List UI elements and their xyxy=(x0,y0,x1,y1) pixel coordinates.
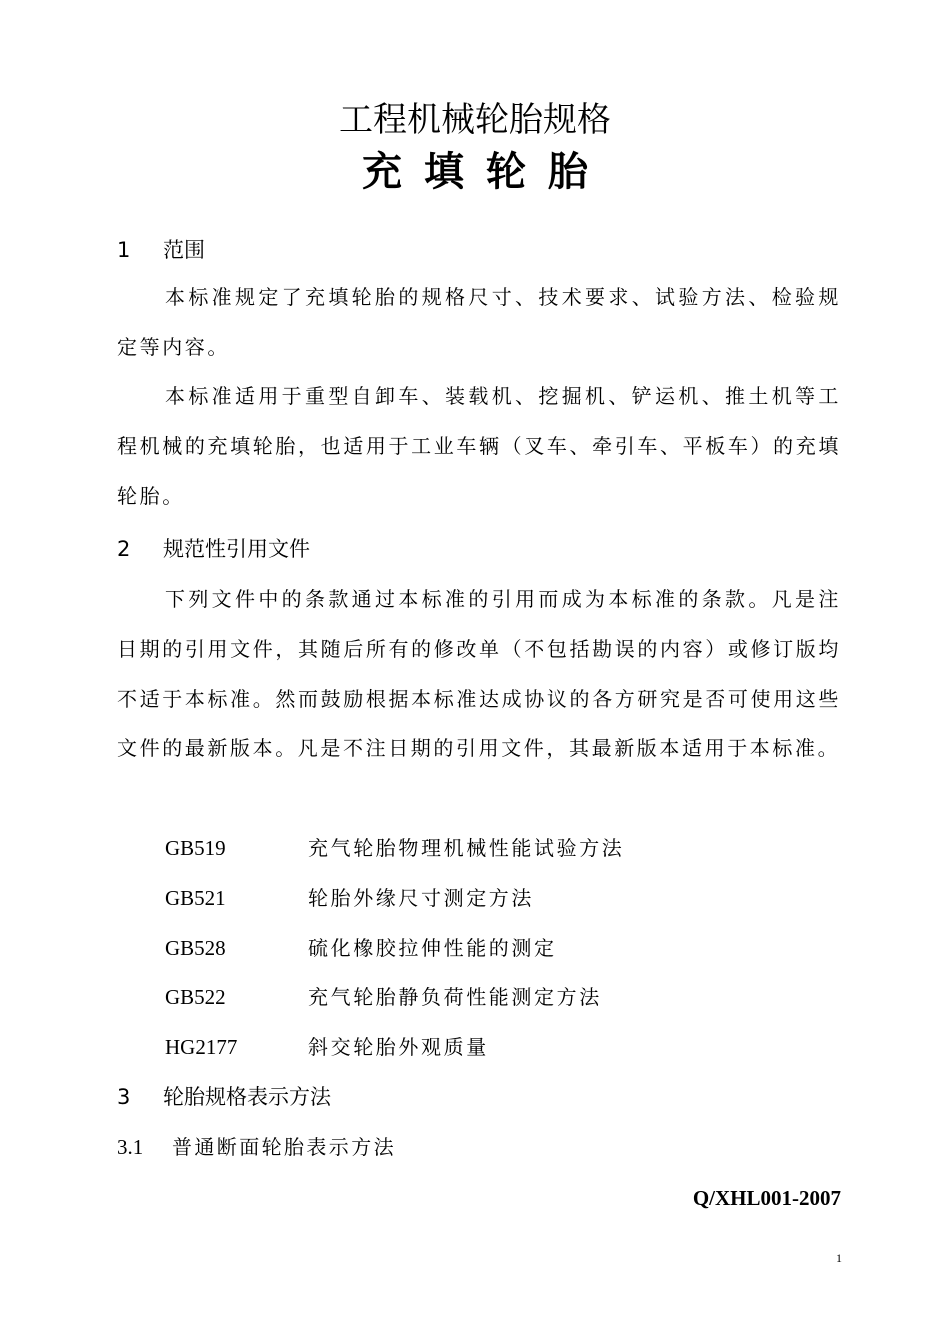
reference-row xyxy=(165,934,557,962)
reference-code: GB522 xyxy=(165,985,226,1009)
subsection-3-1-heading xyxy=(117,1133,396,1161)
page-number: 1 xyxy=(836,1251,842,1265)
reference-code: GB519 xyxy=(165,836,226,860)
section-2-paragraph-1: 下列文件中的条款通过本标准的引用而成为本标准的条款。凡是注日期的引用文件，其随后所有的修改单（不包括勘误的内容）或修订版均不适于本标准。然而鼓励根据本标准达成协议的各方研究是否可使用这些文件的最新版本。凡是不注日期的引用文件，其最新版本适用于本标准。 xyxy=(117,587,841,761)
reference-code: GB528 xyxy=(165,936,226,960)
reference-title: 轮胎外缘尺寸测定方法 xyxy=(308,886,534,910)
section-title: 范围 xyxy=(163,238,205,262)
reference-title: 斜交轮胎外观质量 xyxy=(308,1035,489,1059)
section-number: 3 xyxy=(117,1085,131,1109)
reference-title: 硫化橡胶拉伸性能的测定 xyxy=(308,936,557,960)
document-title: 工程机械轮胎规格 xyxy=(339,100,611,140)
section-title: 规范性引用文件 xyxy=(163,537,310,561)
reference-row xyxy=(165,1033,489,1061)
section-title: 轮胎规格表示方法 xyxy=(163,1085,331,1109)
subsection-title: 普通断面轮胎表示方法 xyxy=(172,1135,396,1159)
reference-title: 充气轮胎静负荷性能测定方法 xyxy=(308,985,602,1009)
reference-row xyxy=(165,884,534,912)
reference-code: GB521 xyxy=(165,886,226,910)
reference-row xyxy=(165,983,602,1011)
section-1-paragraph-2: 本标准适用于重型自卸车、装载机、挖掘机、铲运机、推土机等工程机械的充填轮胎，也适用于工业车辆（叉车、牵引车、平板车）的充填轮胎。 xyxy=(117,384,841,508)
section-2-heading xyxy=(117,535,310,563)
section-3-heading xyxy=(117,1083,331,1111)
section-number: 1 xyxy=(117,238,131,262)
reference-code: HG2177 xyxy=(165,1035,238,1059)
section-number: 2 xyxy=(117,537,131,561)
document-number: Q/XHL001-2007 xyxy=(692,1186,841,1210)
section-1-heading xyxy=(117,236,205,264)
reference-row xyxy=(165,834,624,862)
reference-title: 充气轮胎物理机械性能试验方法 xyxy=(308,836,625,860)
subsection-number: 3.1 xyxy=(117,1135,144,1159)
section-1-paragraph-1: 本标准规定了充填轮胎的规格尺寸、技术要求、试验方法、检验规定等内容。 xyxy=(117,285,841,359)
document-subtitle: 充填轮胎 xyxy=(362,148,610,195)
